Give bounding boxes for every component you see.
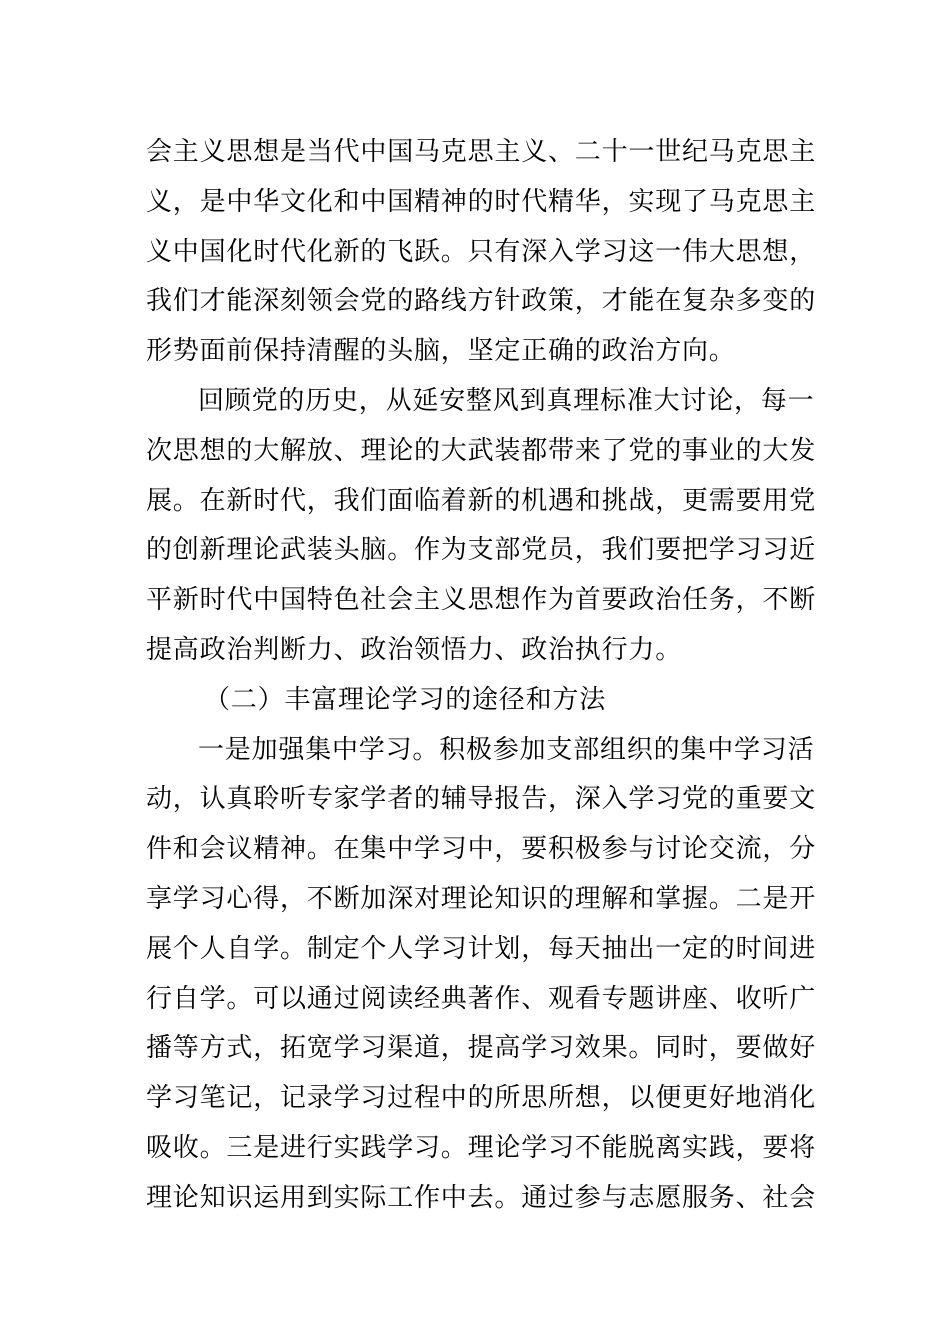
body-text: [146, 128, 817, 1224]
text-line: 的创新理论武装头脑。作为支部党员，我们要把学习习近: [146, 535, 817, 566]
text-line: 形势面前保持清醒的头脑，坚定正确的政治方向。: [146, 336, 736, 367]
section-heading: （二）丰富理论学习的途径和方法: [204, 684, 607, 715]
paragraph-start-line: 回顾党的历史，从延安整风到真理标准大讨论，每一: [198, 385, 815, 416]
text-line: 享学习心得，不断加深对理论知识的理解和掌握。二是开: [146, 883, 817, 914]
text-line: 动，认真聆听专家学者的辅导报告，深入学习党的重要文: [146, 784, 817, 815]
text-line: 吸收。三是进行实践学习。理论学习不能脱离实践，要将: [146, 1132, 817, 1163]
text-line: 我们才能深刻领会党的路线方针政策，才能在复杂多变的: [146, 286, 817, 317]
text-line: 义，是中华文化和中国精神的时代精华，实现了马克思主: [146, 186, 817, 217]
text-line: 件和会议精神。在集中学习中，要积极参与讨论交流，分: [146, 834, 817, 865]
text-line: 行自学。可以通过阅读经典著作、观看专题讲座、收听广: [146, 983, 817, 1014]
text-line: 学习笔记，记录学习过程中的所思所想，以便更好地消化: [146, 1083, 817, 1114]
text-line: 会主义思想是当代中国马克思主义、二十一世纪马克思主: [146, 137, 817, 167]
paragraph-start-line: 一是加强集中学习。积极参加支部组织的集中学习活: [198, 734, 815, 765]
text-line: 播等方式，拓宽学习渠道，提高学习效果。同时，要做好: [146, 1033, 817, 1064]
text-line: 提高政治判断力、政治领悟力、政治执行力。: [146, 634, 683, 665]
text-line: 平新时代中国特色社会主义思想作为首要政治任务，不断: [146, 585, 817, 616]
text-line: 次思想的大解放、理论的大武装都带来了党的事业的大发: [146, 435, 817, 466]
text-line: 展个人自学。制定个人学习计划，每天抽出一定的时间进: [146, 933, 817, 964]
text-line: 理论知识运用到实际工作中去。通过参与志愿服务、社会: [146, 1182, 817, 1213]
text-line: 展。在新时代，我们面临着新的机遇和挑战，更需要用党: [146, 485, 817, 516]
text-line: 义中国化时代化新的飞跃。只有深入学习这一伟大思想，: [146, 236, 817, 267]
